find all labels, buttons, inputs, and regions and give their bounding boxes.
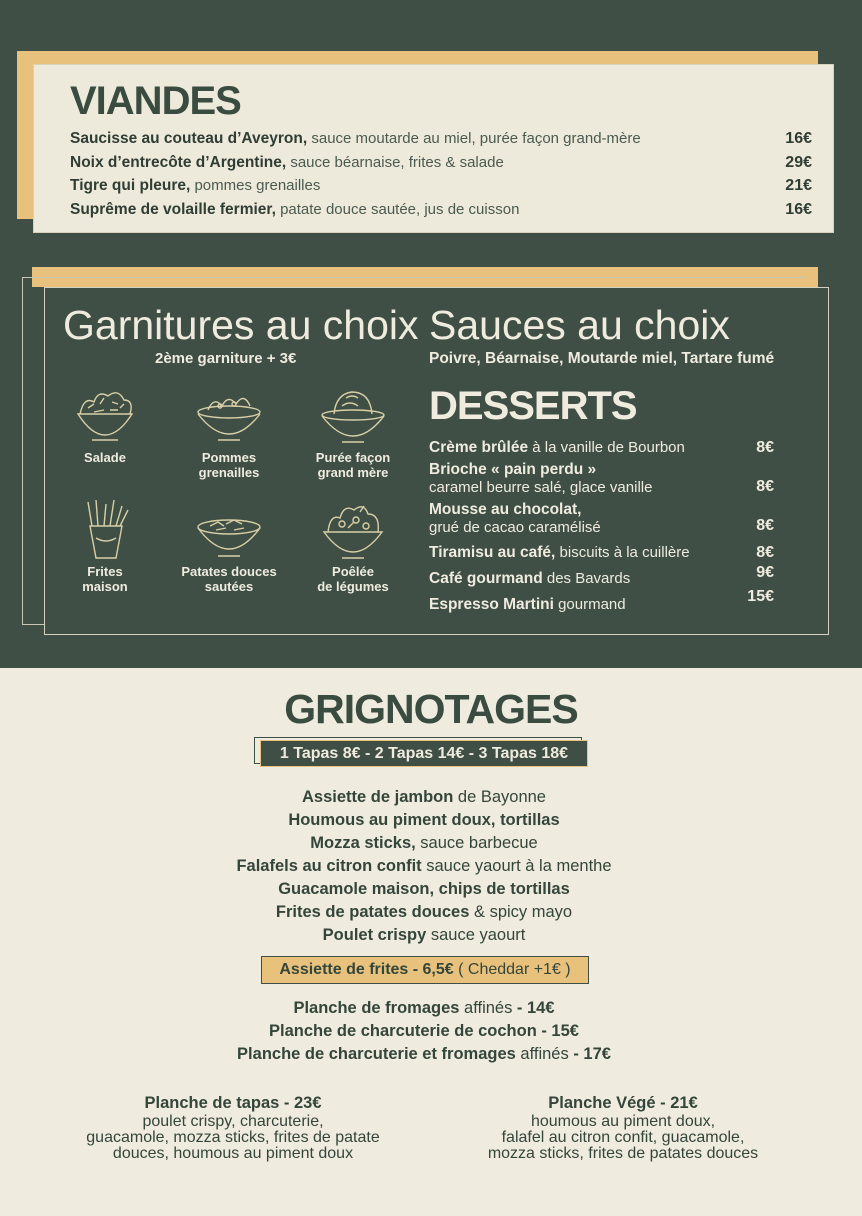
list-item xyxy=(429,544,774,562)
sauces-list: Poivre, Béarnaise, Moutarde miel, Tartare fumé xyxy=(429,350,775,367)
list-item xyxy=(429,588,774,614)
item-name: Planche de fromages xyxy=(293,999,460,1017)
item-name: Tiramisu au café, xyxy=(429,544,556,561)
tapas-board-line: douces, houmous au piment doux xyxy=(112,1145,354,1162)
list-item xyxy=(70,130,812,154)
salad-bowl-icon xyxy=(70,384,140,448)
viandes-title: VIANDES xyxy=(70,79,241,123)
list-item xyxy=(0,855,848,878)
item-desc: & spicy mayo xyxy=(469,903,573,921)
item-name: Houmous au piment doux, tortillas xyxy=(288,811,560,829)
item-price: 8€ xyxy=(756,439,774,456)
potatoes-bowl-icon xyxy=(194,384,264,448)
vege-board xyxy=(443,1092,803,1162)
frites-option: ( Cheddar +1€ ) xyxy=(453,961,571,978)
item-price: 16€ xyxy=(785,130,812,147)
list-item xyxy=(429,501,774,536)
item-desc: patate douce sautée, jus de cuisson xyxy=(275,200,520,218)
list-item xyxy=(0,997,848,1020)
garniture-frites xyxy=(45,498,165,594)
item-name: Noix d’entrecôte d’Argentine, xyxy=(70,153,287,171)
item-name: Crème brûlée xyxy=(429,439,529,456)
tapas-banner: 1 Tapas 8€ - 2 Tapas 14€ - 3 Tapas 18€ xyxy=(260,740,588,767)
list-item xyxy=(429,439,774,457)
item-name: Tigre qui pleure, xyxy=(70,177,191,194)
list-item xyxy=(0,1043,848,1066)
list-item xyxy=(0,786,848,809)
list-item xyxy=(429,564,774,588)
list-item xyxy=(0,924,848,947)
desserts-title: DESSERTS xyxy=(429,384,637,428)
item-name: Saucisse au couteau d’Aveyron, xyxy=(70,130,308,147)
sauces-title: Sauces au choix xyxy=(429,302,730,348)
item-desc: sauce moutarde au miel, purée façon grand-mère xyxy=(307,130,641,147)
item-price: 29€ xyxy=(785,153,812,171)
frites-banner xyxy=(261,956,589,984)
item-name: Guacamole maison, chips de tortillas xyxy=(278,880,570,898)
sweet-potato-bowl-icon xyxy=(194,498,264,562)
item-desc: gourmand xyxy=(553,596,626,613)
list-item xyxy=(0,878,848,901)
garniture-patates-douces xyxy=(169,498,289,594)
item-price: 8€ xyxy=(756,517,774,534)
item-desc: caramel beurre salé, glace vanille xyxy=(429,479,653,496)
tapas-board-line: poulet crispy, charcuterie, xyxy=(142,1113,324,1130)
list-item xyxy=(0,1020,848,1043)
garniture-label: Frites maison xyxy=(82,564,128,594)
tapas-board-title: Planche de tapas - 23€ xyxy=(144,1094,322,1112)
vege-board-line: houmous au piment doux, xyxy=(530,1113,716,1130)
list-item xyxy=(70,201,812,225)
item-price: 9€ xyxy=(756,564,774,581)
item-name: Café gourmand xyxy=(429,570,543,587)
item-name: Assiette de jambon xyxy=(302,788,454,806)
item-price: 16€ xyxy=(785,200,812,218)
grignotages-list xyxy=(0,786,848,947)
garniture-label: Pommes grenailles xyxy=(198,450,260,480)
item-price: 8€ xyxy=(756,478,774,495)
item-desc: biscuits à la cuillère xyxy=(555,544,690,561)
garniture-puree xyxy=(293,384,413,480)
item-name: Frites de patates douces xyxy=(275,903,470,921)
garniture-poelee xyxy=(293,498,413,594)
item-name: Mousse au chocolat, xyxy=(429,501,582,518)
item-name: Espresso Martini xyxy=(429,596,554,613)
item-desc: sauce yaourt xyxy=(426,926,526,944)
item-desc: à la vanille de Bourbon xyxy=(528,439,685,456)
vege-board-title: Planche Végé - 21€ xyxy=(548,1094,698,1112)
garnitures-title: Garnitures au choix xyxy=(63,302,419,348)
item-name: Mozza sticks, xyxy=(310,834,416,852)
item-desc: sauce béarnaise, frites & salade xyxy=(286,153,504,171)
item-desc: de Bayonne xyxy=(453,788,546,806)
item-price: - 14€ xyxy=(512,999,555,1017)
item-desc: affinés xyxy=(459,999,513,1017)
item-desc: grué de cacao caramélisé xyxy=(429,519,601,536)
garniture-label: Poêlée de légumes xyxy=(317,564,389,594)
item-desc: des Bavards xyxy=(542,570,631,587)
tapas-board xyxy=(53,1092,413,1162)
list-item xyxy=(70,177,812,201)
vegetables-bowl-icon xyxy=(318,498,388,562)
viandes-list xyxy=(70,130,812,224)
vege-board-line: falafel au citron confit, guacamole, xyxy=(501,1129,745,1146)
list-item xyxy=(0,809,848,832)
fries-icon xyxy=(70,498,140,562)
vege-board-line: mozza sticks, frites de patates douces xyxy=(487,1145,759,1162)
item-price: - 17€ xyxy=(568,1045,611,1063)
garniture-label: Purée façon grand mère xyxy=(315,450,391,480)
tapas-board-line: guacamole, mozza sticks, frites de patate xyxy=(86,1129,380,1146)
viandes-card xyxy=(33,64,834,233)
item-name: Falafels au citron confit xyxy=(236,857,422,875)
list-item xyxy=(70,154,812,178)
garniture-label: Salade xyxy=(84,450,126,465)
mashed-potato-bowl-icon xyxy=(318,384,388,448)
garnitures-subtitle: 2ème garniture + 3€ xyxy=(155,350,297,367)
garnitures-box xyxy=(44,287,829,635)
list-item xyxy=(0,832,848,855)
garniture-pommes xyxy=(169,384,289,480)
item-price: 15€ xyxy=(747,588,774,605)
grignotages-title: GRIGNOTAGES xyxy=(284,686,578,732)
frites-name: Assiette de frites - 6,5€ xyxy=(279,961,454,978)
item-name: Brioche « pain perdu » xyxy=(429,461,597,478)
item-desc: sauce yaourt à la menthe xyxy=(421,857,612,875)
planches-list xyxy=(0,997,848,1066)
item-price: 8€ xyxy=(756,544,774,561)
garniture-label: Patates douces sautées xyxy=(181,564,277,594)
list-item xyxy=(0,901,848,924)
item-desc: sauce barbecue xyxy=(415,834,538,852)
garniture-salade xyxy=(45,384,165,465)
item-desc: affinés xyxy=(515,1045,569,1063)
item-name: Poulet crispy xyxy=(322,926,427,944)
item-name: Suprême de volaille fermier, xyxy=(70,200,276,218)
item-name: Planche de charcuterie et fromages xyxy=(237,1045,516,1063)
item-name: Planche de charcuterie de cochon - 15€ xyxy=(269,1022,579,1040)
list-item xyxy=(429,461,774,496)
item-desc: pommes grenailles xyxy=(190,177,321,194)
item-price: 21€ xyxy=(785,177,812,194)
